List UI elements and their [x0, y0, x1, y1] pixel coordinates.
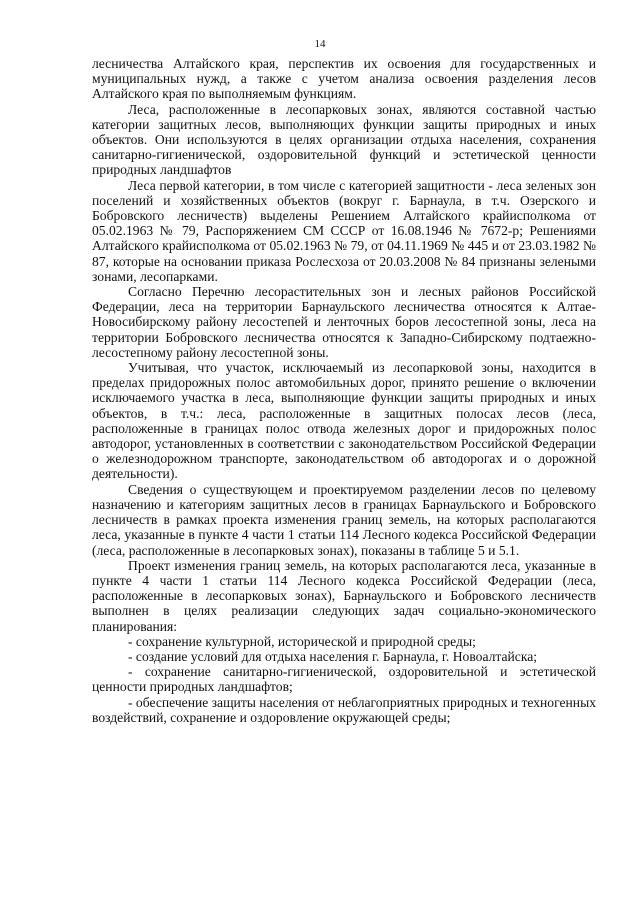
- list-item: - обеспечение защиты населения от неблагоприятных природных и техногенных воздействий, сохранение и оздоровление окружающей среды;: [92, 694, 597, 725]
- page-number: 14: [314, 38, 326, 50]
- paragraph: Согласно Перечню лесорастительных зон и лесных районов Российской Федерации, леса на территории Барнаульского лесничества относятся к Алтае-Новосибирскому району лесостепей и ленточных боров лесостепной зоны, леса на территории Бобровского лесничества относятся к Западно-Сибирскому подтаежно-лесостепному району лесостепной зоны.: [92, 284, 596, 360]
- paragraph: Леса первой категории, в том числе с категорией защитности - леса зеленых зон поселений и хозяйственных объектов (вокруг г. Барнаула, в т.ч. Озерского и Бобровского лесничеств) выделены Решением Алтайского крайисполкома от 05.02.1963 № 79, Распоряжением СМ СССР от 16.08.1946 № 7672-р; Решениями Алтайского крайисполкома от 05.02.1963 № 79, от 04.11.1969 № 445 и от 23.03.1982 № 87, которые на основании приказа Рослесхоза от 20.03.2008 № 84 признаны зелеными зонами, лесопарками.: [92, 177, 596, 284]
- body-text: [92, 56, 596, 725]
- paragraph-continuation: лесничества Алтайского края, перспектив их освоения для государственных и муниципальных нужд, а также с учетом анализа освоения разделения лесов Алтайского края по выполняемым функциям.: [92, 56, 596, 102]
- paragraph: Проект изменения границ земель, на которых располагаются леса, указанные в пункте 4 части 1 статьи 114 Лесного кодекса Российской Федерации (леса, расположенные в лесопарковых зонах), Барнаульского и Бобровского лесничеств выполнен в целях реализации следующих задач социально-экономического планирования:: [92, 557, 596, 634]
- list-item: - создание условий для отдыха населения г. Барнаула, г. Новоалтайска;: [128, 648, 538, 664]
- paragraph: Сведения о существующем и проектируемом разделении лесов по целевому назначению и категориям защитных лесов в границах Барнаульского и Бобровского лесничеств в рамках проекта изменения границ земель, на которых располагаются леса, указанные в пункте 4 части 1 статьи 114 Лесного кодекса Российской Федерации (леса, расположенные в лесопарковых зонах), показаны в таблице 5 и 5.1.: [92, 481, 596, 558]
- list-item: - сохранение культурной, исторической и природной среды;: [128, 633, 476, 649]
- paragraph: Учитывая, что участок, исключаемый из лесопарковой зоны, находится в пределах придорожных полос автомобильных дорог, принято решение о включении исключаемого участка в леса, выполняющие функции защиты природных и иных объектов, в т.ч.: леса, расположенные в защитных полосах лесов (леса, расположенные в границах полос отвода железных дорог и придорожных полос автодорог, установленных в соответствии с законодательством Российской Федерации о железнодорожном транспорте, законодательством об автодорогах и о дорожной деятельности).: [92, 360, 596, 482]
- list-item: - сохранение санитарно-гигиенической, оздоровительной и эстетической ценности природных ландшафтов;: [92, 664, 596, 695]
- paragraph: Леса, расположенные в лесопарковых зонах, являются составной частью категории защитных лесов, выполняющих функции защиты природных и иных объектов. Они используются в целях организации отдыха населения, сохранения санитарно-гигиенической, оздоровительной функций и эстетической ценности природных ландшафтов: [92, 101, 596, 178]
